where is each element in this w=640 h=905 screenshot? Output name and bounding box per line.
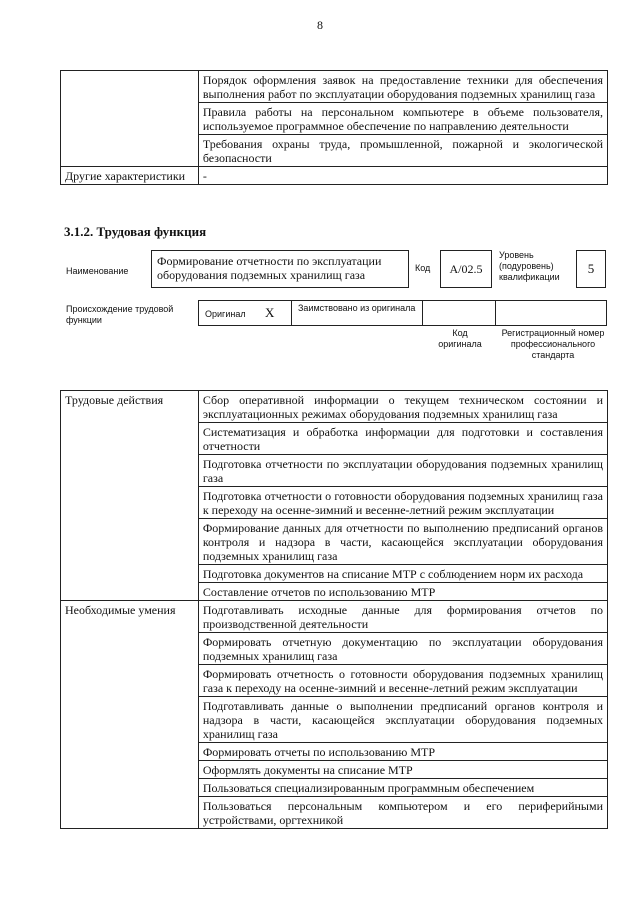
labor-action-item: Подготовка отчетности о готовности оборудования подземных хранилищ газа к переходу на осенне-зимний и весенне-летний режим эксплуатации — [198, 487, 607, 519]
skill-item: Подготавливать исходные данные для формирования отчетов по производственной деятельности — [198, 601, 607, 633]
skill-item: Формировать отчетность о готовности оборудования подземных хранилищ газа к переходу на осенне-зимний и весенне-летний режим эксплуатации — [198, 665, 607, 697]
labor-actions-label: Трудовые действия — [61, 391, 199, 601]
skill-item: Подготавливать данные о выполнении предписаний органов контроля и надзора в части, касающейся эксплуатации оборудования подземных хранилищ газа — [198, 697, 607, 743]
borrowed-label: Заимствовано из оригинала — [298, 303, 416, 313]
knowledge-item: Требования охраны труда, промышленной, пожарной и экологической безопасности — [198, 135, 607, 167]
knowledge-item: Порядок оформления заявок на предоставление техники для обеспечения выполнения работ по эксплуатации оборудования подземных хранилищ газа — [198, 71, 607, 103]
other-characteristics-value: - — [198, 167, 607, 185]
level-label: Уровень (подуровень) квалификации — [499, 250, 560, 282]
reg-number-cell — [495, 300, 607, 326]
function-details-table — [60, 390, 608, 829]
skill-item: Пользоваться специализированным программным обеспечением — [198, 779, 607, 797]
code-original-caption: Код оригинала — [438, 328, 482, 349]
other-characteristics-label: Другие характеристики — [61, 167, 199, 185]
original-mark: X — [265, 305, 275, 320]
labor-action-item: Систематизация и обработка информации для подготовки и составления отчетности — [198, 423, 607, 455]
name-label: Наименование — [66, 266, 129, 276]
original-cell — [198, 300, 292, 326]
empty-label-cell — [61, 71, 199, 167]
labor-action-item: Формирование данных для отчетности по выполнению предписаний органов контроля и надзора в части, касающейся эксплуатации оборудования подземных хранилищ газа — [198, 519, 607, 565]
name-value: Формирование отчетности по эксплуатации оборудования подземных хранилищ газа — [151, 250, 409, 288]
origin-label: Происхождение трудовой функции — [66, 304, 174, 325]
code-label: Код — [415, 263, 431, 273]
labor-action-item: Подготовка документов на списание МТР с соблюдением норм их расхода — [198, 565, 607, 583]
labor-action-item: Подготовка отчетности по эксплуатации оборудования подземных хранилищ газа — [198, 455, 607, 487]
table-row — [61, 167, 608, 185]
page-number: 8 — [317, 18, 323, 32]
skill-item: Формировать отчетную документацию по эксплуатации оборудования подземных хранилищ газа — [198, 633, 607, 665]
table-row — [61, 391, 608, 423]
table-row — [61, 71, 608, 103]
code-original-cell — [422, 300, 496, 326]
level-value: 5 — [576, 250, 606, 288]
knowledge-table-continuation — [60, 70, 608, 185]
skill-item: Оформлять документы на списание МТР — [198, 761, 607, 779]
labor-action-item: Составление отчетов по использованию МТР — [198, 583, 607, 601]
table-row — [61, 601, 608, 633]
labor-action-item: Сбор оперативной информации о текущем техническом состоянии и эксплуатационных режимах оборудования подземных хранилищ газа — [198, 391, 607, 423]
skill-item: Формировать отчеты по использованию МТР — [198, 743, 607, 761]
section-title: 3.1.2. Трудовая функция — [64, 224, 207, 239]
skills-label: Необходимые умения — [61, 601, 199, 829]
skill-item: Пользоваться персональным компьютером и его периферийными устройствами, оргтехникой — [198, 797, 607, 829]
reg-number-caption: Регистрационный номер профессионального стандарта — [501, 328, 605, 360]
knowledge-item: Правила работы на персональном компьютере в объеме пользователя, используемое программное обеспечение по направлению деятельности — [198, 103, 607, 135]
borrowed-cell — [291, 300, 423, 326]
code-value: А/02.5 — [440, 250, 492, 288]
original-label: Оригинал — [205, 309, 246, 319]
